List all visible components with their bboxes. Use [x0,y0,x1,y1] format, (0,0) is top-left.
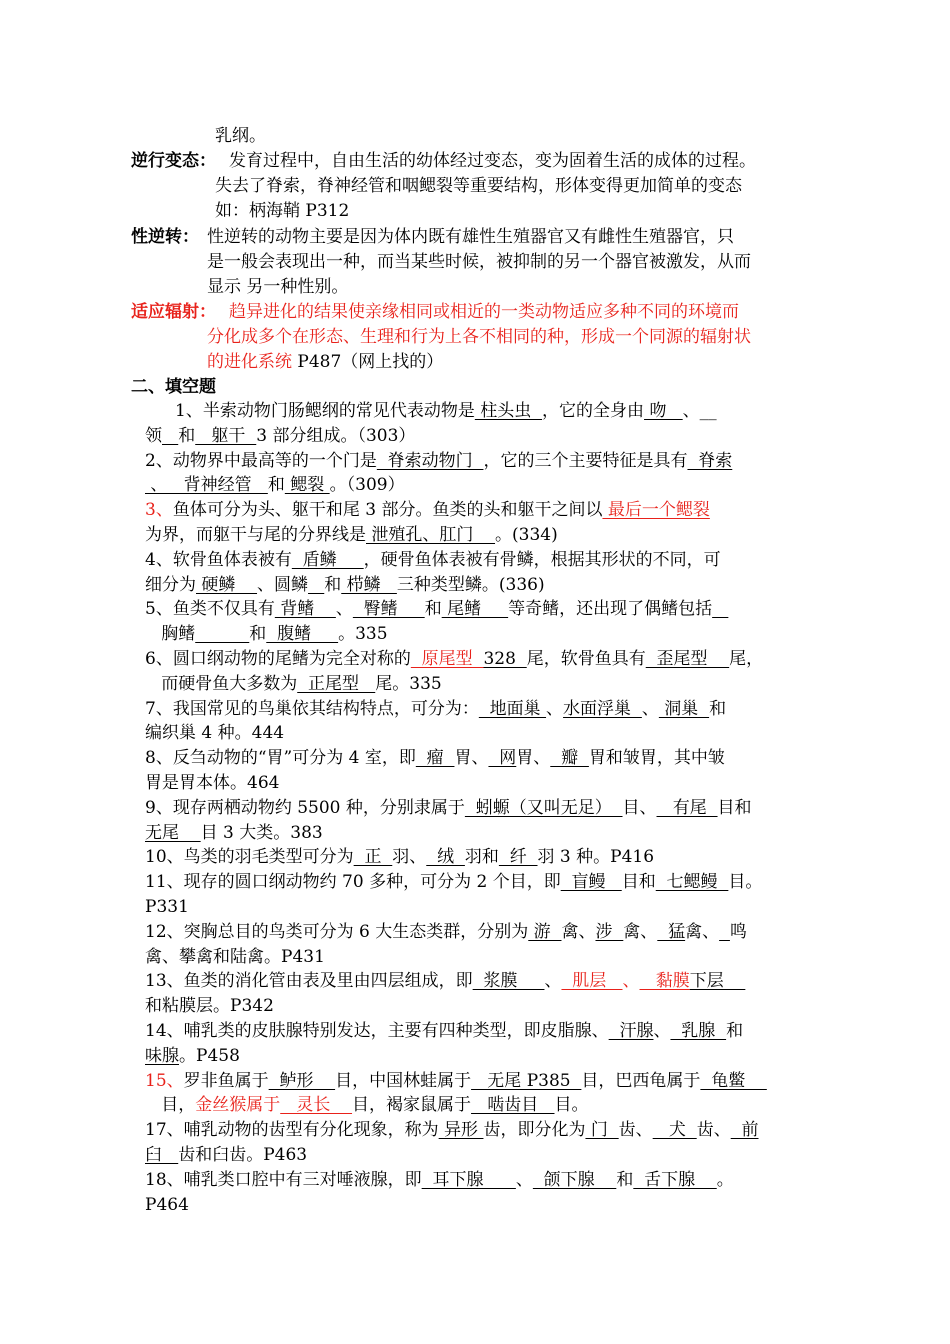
answer-blank [308,575,324,595]
answer-blank: 泄殖孔、肛门 [366,525,496,545]
fill-blank-line [145,1168,734,1192]
answer-blank [162,426,178,446]
question-text: 和 [616,1169,634,1190]
question-text: 、 [544,971,562,992]
question-text: P331 [145,897,189,917]
question-text: 鸣 [729,921,747,942]
fill-blank-line [145,1193,189,1217]
question-text: 和 [424,599,442,620]
question-text: 鱼体可分为头、躯干和尾 3 部分。鱼类的头和躯干之间以 [172,500,603,521]
answer-blank: 门 [585,1120,619,1141]
answer-blank: 纤 [498,847,538,868]
answer-blank: 腹鳍 [266,624,339,645]
fill-blank-line [145,771,279,795]
question-text: 禽、 [685,921,720,942]
question-text: 10、鸟类的羽毛类型可分为 [145,847,354,868]
fill-blank-line [145,845,654,869]
fill-blank-line [145,1143,307,1167]
section-heading: 二、填空题 [131,377,216,397]
answer-blank: 颌下腺 [532,1169,617,1190]
term-definition-line: 的进化系统 P487（网上找的） [207,352,444,372]
fill-blank-line [145,994,274,1018]
question-text: 齿，即分化为 [483,1120,586,1141]
answer-blank: 乳腺 [670,1021,727,1041]
question-text: 1、半索动物门肠鳃纲的常见代表动物是 [175,401,475,421]
answer-blank: 硬鳞 [196,574,258,595]
question-text: 、 [546,698,564,719]
question-text: 胸鳍 [145,624,196,645]
answer-blank: 肌层 [561,971,623,992]
term-definition-line: 是一般会表现出一种，而当某些时候，被抑制的另一个器官被激发，从而 [207,252,751,272]
question-text: 羽、 [392,847,427,868]
question-text: 禽、 [623,921,658,942]
answer-blank: 啮齿目 [471,1095,555,1116]
question-text: 6、圆口纲动物的尾鳍为完全对称的 [145,649,411,669]
question-text: 尾，软骨鱼具有 [526,649,646,669]
question-text: 目，褐家鼠属于 [352,1095,472,1116]
fill-blank-line [145,672,442,696]
answer-blank [719,922,730,942]
fill-blank-line [145,1069,767,1093]
term-definition-line: 如：柄海鞘 P312 [215,201,350,221]
fill-blank-line [145,1118,759,1142]
answer-blank: 洞巢 [658,698,710,719]
question-text: 、 [515,1169,533,1190]
answer-blank: 浆膜 [472,971,545,992]
question-text: 3、 [145,500,173,521]
answer-blank: 黏膜 [639,971,690,992]
question-text: 13、鱼类的消化管由表及里由四层组成，即 [145,971,473,992]
question-text: 5、鱼类不仅具有 [145,599,275,620]
answer-blank: 游 [528,921,562,942]
fill-blank-line [145,548,721,572]
answer-blank: 瘤 [415,748,455,769]
answer-blank: 正 [353,847,393,868]
answer-blank: 吻 [644,401,683,421]
term-title: 适应辐射： [131,302,216,322]
question-text: 、 [622,971,640,992]
answer-blank: 臀鳍 [352,599,425,620]
question-text: 编织巢 4 种。444 [145,723,285,744]
answer-blank: 龟鳖 [700,1070,767,1091]
answer-blank: 灵长 [280,1095,353,1116]
fill-blank-line [145,647,763,671]
answer-blank: 绒 [426,847,465,868]
fill-blank-line [145,523,558,547]
answer-blank: 最后一个鳃裂 [602,500,710,521]
term-definition-line: 性逆转的动物主要是因为体内既有雄性生殖器官又有雌性生殖器官，只 [207,227,734,247]
question-text: 2、动物界中最高等的一个门是 [145,450,377,471]
answer-blank: 网 [488,748,517,769]
answer-blank: 脊索 [687,450,733,471]
term-title: 逆行变态： [131,151,216,171]
question-text: 。P458 [179,1045,240,1066]
question-text: 目和 [717,797,752,818]
answer-blank: 臼 [145,1145,179,1165]
question-text: 。(334) [495,525,558,545]
question-text: ，它的全身由 [542,401,645,421]
fill-blank-line [145,920,747,944]
question-text: 和粘膜层。P342 [145,996,274,1017]
question-text: 、 [653,1021,671,1041]
answer-blank: 蚓螈（又叫无足） [464,797,623,818]
fill-blank-line [145,1093,588,1117]
fill-blank-line [145,473,405,497]
question-text: 7、我国常见的鸟巢依其结构特点，可分为： [145,698,479,719]
question-text: 领 [145,425,162,446]
answer-blank: 七鳃鳗 [655,872,729,893]
term-definition-line: 失去了脊索，脊神经管和咽鳃裂等重要结构，形体变得更加简单的变态 [215,176,742,196]
answer-blank: 耳下腺 [421,1169,516,1190]
fill-blank-line [145,697,726,721]
question-text: 11、现存的圆口纲动物约 70 多种，可分为 2 个目，即 [145,872,561,893]
question-text: 12、突胸总目的鸟类可分为 6 大生态类群，分别为 [145,921,529,942]
question-text: 8、反刍动物的“胃”可分为 4 室，即 [145,748,416,769]
question-text: 18、哺乳类口腔中有三对唾液腺，即 [145,1169,422,1190]
question-text: 羽和 [464,847,499,868]
question-text: 、 [641,698,659,719]
question-text: 等奇鳍，还出现了偶鳍包括 [508,599,713,620]
question-text: 而硬骨鱼大多数为 [145,673,298,694]
answer-blank: 歪尾型 [645,649,730,669]
question-text: 齿、 [696,1120,731,1141]
question-text: 和 [726,1021,744,1041]
question-text: 胃和皱胃，其中皱 [588,748,725,769]
answer-blank: 鳃裂 [284,475,330,496]
answer-blank: 正尾型 [297,673,376,694]
fill-blank-line [145,895,189,919]
question-text: 齿和臼齿。P463 [178,1145,308,1165]
answer-blank: 地面巢 [478,698,547,719]
answer-blank: 犬 [652,1120,697,1141]
fill-blank-line [145,870,762,894]
answer-blank: 无尾 [145,822,201,843]
question-text: 齿、 [618,1120,653,1141]
question-text: 14、哺乳类的皮肤腺特别发达，主要有四种类型，即皮脂腺、 [145,1021,609,1041]
answer-blank: 舌下腺 [633,1169,717,1190]
question-text: 尾， [729,649,764,669]
answer-blank: 柱头虫 [474,401,543,421]
term-definition-line: 显示 另一种性别。 [207,277,349,297]
question-text: 3 部分组成。（303） [256,425,416,446]
fill-blank-line [145,622,388,646]
fill-blank-line [145,945,325,969]
question-text: 尾。335 [375,673,442,694]
answer-blank: 盾鳞 [291,549,364,570]
term-definition-line: 分化成多个在形态、生理和行为上各不相同的种，形成一个同源的辐射状 [207,327,751,347]
question-text: 禽、 [561,921,596,942]
question-text: 。 [716,1169,734,1190]
fill-blank-line [145,449,732,473]
answer-blank: 下层 [689,971,746,992]
answer-blank: 有尾 [656,797,718,818]
answer-blank: 涉 [595,921,624,942]
answer-blank: 、 背神经管 [145,475,268,496]
question-text: 胃、 [516,748,551,769]
question-text: 胃是胃本体。464 [145,773,280,793]
question-text: 、圆鳞 [257,574,309,595]
question-text: 、 [682,401,700,421]
question-text: 三种类型鳞。(336) [396,574,545,595]
question-text: 为界，而躯干与尾的分界线是 [145,525,366,545]
question-text: 和 [709,698,727,719]
question-text: 和 [267,475,285,496]
fill-blank-line [145,1044,240,1068]
answer-blank: 异形 [438,1120,484,1141]
answer-blank: 前 [730,1120,759,1141]
fill-blank-line [145,969,745,993]
answer-blank: 328 [483,649,527,669]
fill-blank-line [145,424,415,448]
question-text: 目，中国林蛙属于 [335,1070,472,1091]
question-text: 目。 [554,1095,589,1116]
answer-blank [195,624,249,644]
fill-blank-line [145,796,752,820]
term-definition-line: 趋异进化的结果使亲缘相同或相近的一类动物适应多种不同的环境而 [229,302,739,322]
question-text: 目。 [728,872,763,893]
question-text: 、 [335,599,353,620]
question-text: ，硬骨鱼体表被有骨鳞，根据其形状的不同，可 [363,549,721,570]
answer-blank: 无尾 P385 [471,1070,582,1091]
fill-blank-line [145,1019,743,1043]
answer-blank: 栉鳞 [341,574,397,595]
fill-blank-line [145,721,284,745]
question-text: 金丝猴属于 [195,1095,281,1116]
fill-blank-line [145,746,725,770]
answer-blank: 尾鳍 [441,599,509,620]
question-text: 17、哺乳动物的齿型有分化现象，称为 [145,1120,439,1141]
intro-line: 乳纲。 [215,126,266,146]
question-text: 和 [324,574,342,595]
question-text: 9、现存两栖动物约 5500 种，分别隶属于 [145,797,465,818]
question-text: 羽 3 种。P416 [537,847,655,868]
question-text: 目， [145,1095,196,1116]
question-text: 15、 [145,1070,184,1091]
answer-blank: 猛 [657,921,686,942]
question-text: 4、软骨鱼体表被有 [145,549,292,570]
fill-blank-line [145,573,545,597]
question-text: 禽、攀禽和陆禽。P431 [145,946,325,967]
fill-blank-line [145,498,710,522]
question-text: 和 [249,624,267,645]
answer-blank: 鲈形 [268,1070,336,1091]
fill-blank-line [145,597,728,621]
answer-blank: 脊索动物门 [376,450,484,471]
question-text: __ [699,401,717,421]
term-title: 性逆转： [131,227,199,247]
question-text: 胃、 [454,748,489,769]
term-definition-line: 发育过程中，自由生活的幼体经过变态，变为固着生活的成体的过程。 [229,151,756,171]
fill-blank-line [145,821,323,845]
answer-blank: 原尾型 [410,649,484,669]
question-text: 罗非鱼属于 [183,1070,269,1091]
question-text: ，它的三个主要特征是具有 [483,450,688,471]
answer-blank: 味腺 [145,1045,179,1066]
question-text: 。（309） [329,475,405,496]
answer-blank [712,599,728,619]
question-text: 目和 [621,872,656,893]
question-text: 目 3 大类。383 [200,822,323,843]
answer-blank: 背鳍 [274,599,336,620]
question-text: 目，巴西龟属于 [581,1070,701,1091]
answer-blank: 水面浮巢 [563,698,642,719]
question-text: 和 [178,425,196,446]
fill-blank-line [175,399,717,423]
answer-blank: 汗腺 [608,1021,654,1041]
question-text: 细分为 [145,574,196,595]
question-text: 目、 [622,797,657,818]
answer-blank: 瓣 [550,748,589,769]
answer-blank: 盲鳗 [560,872,622,893]
answer-blank: 躯干 [195,425,257,446]
question-text: P464 [145,1194,189,1215]
question-text: 。335 [338,624,388,645]
